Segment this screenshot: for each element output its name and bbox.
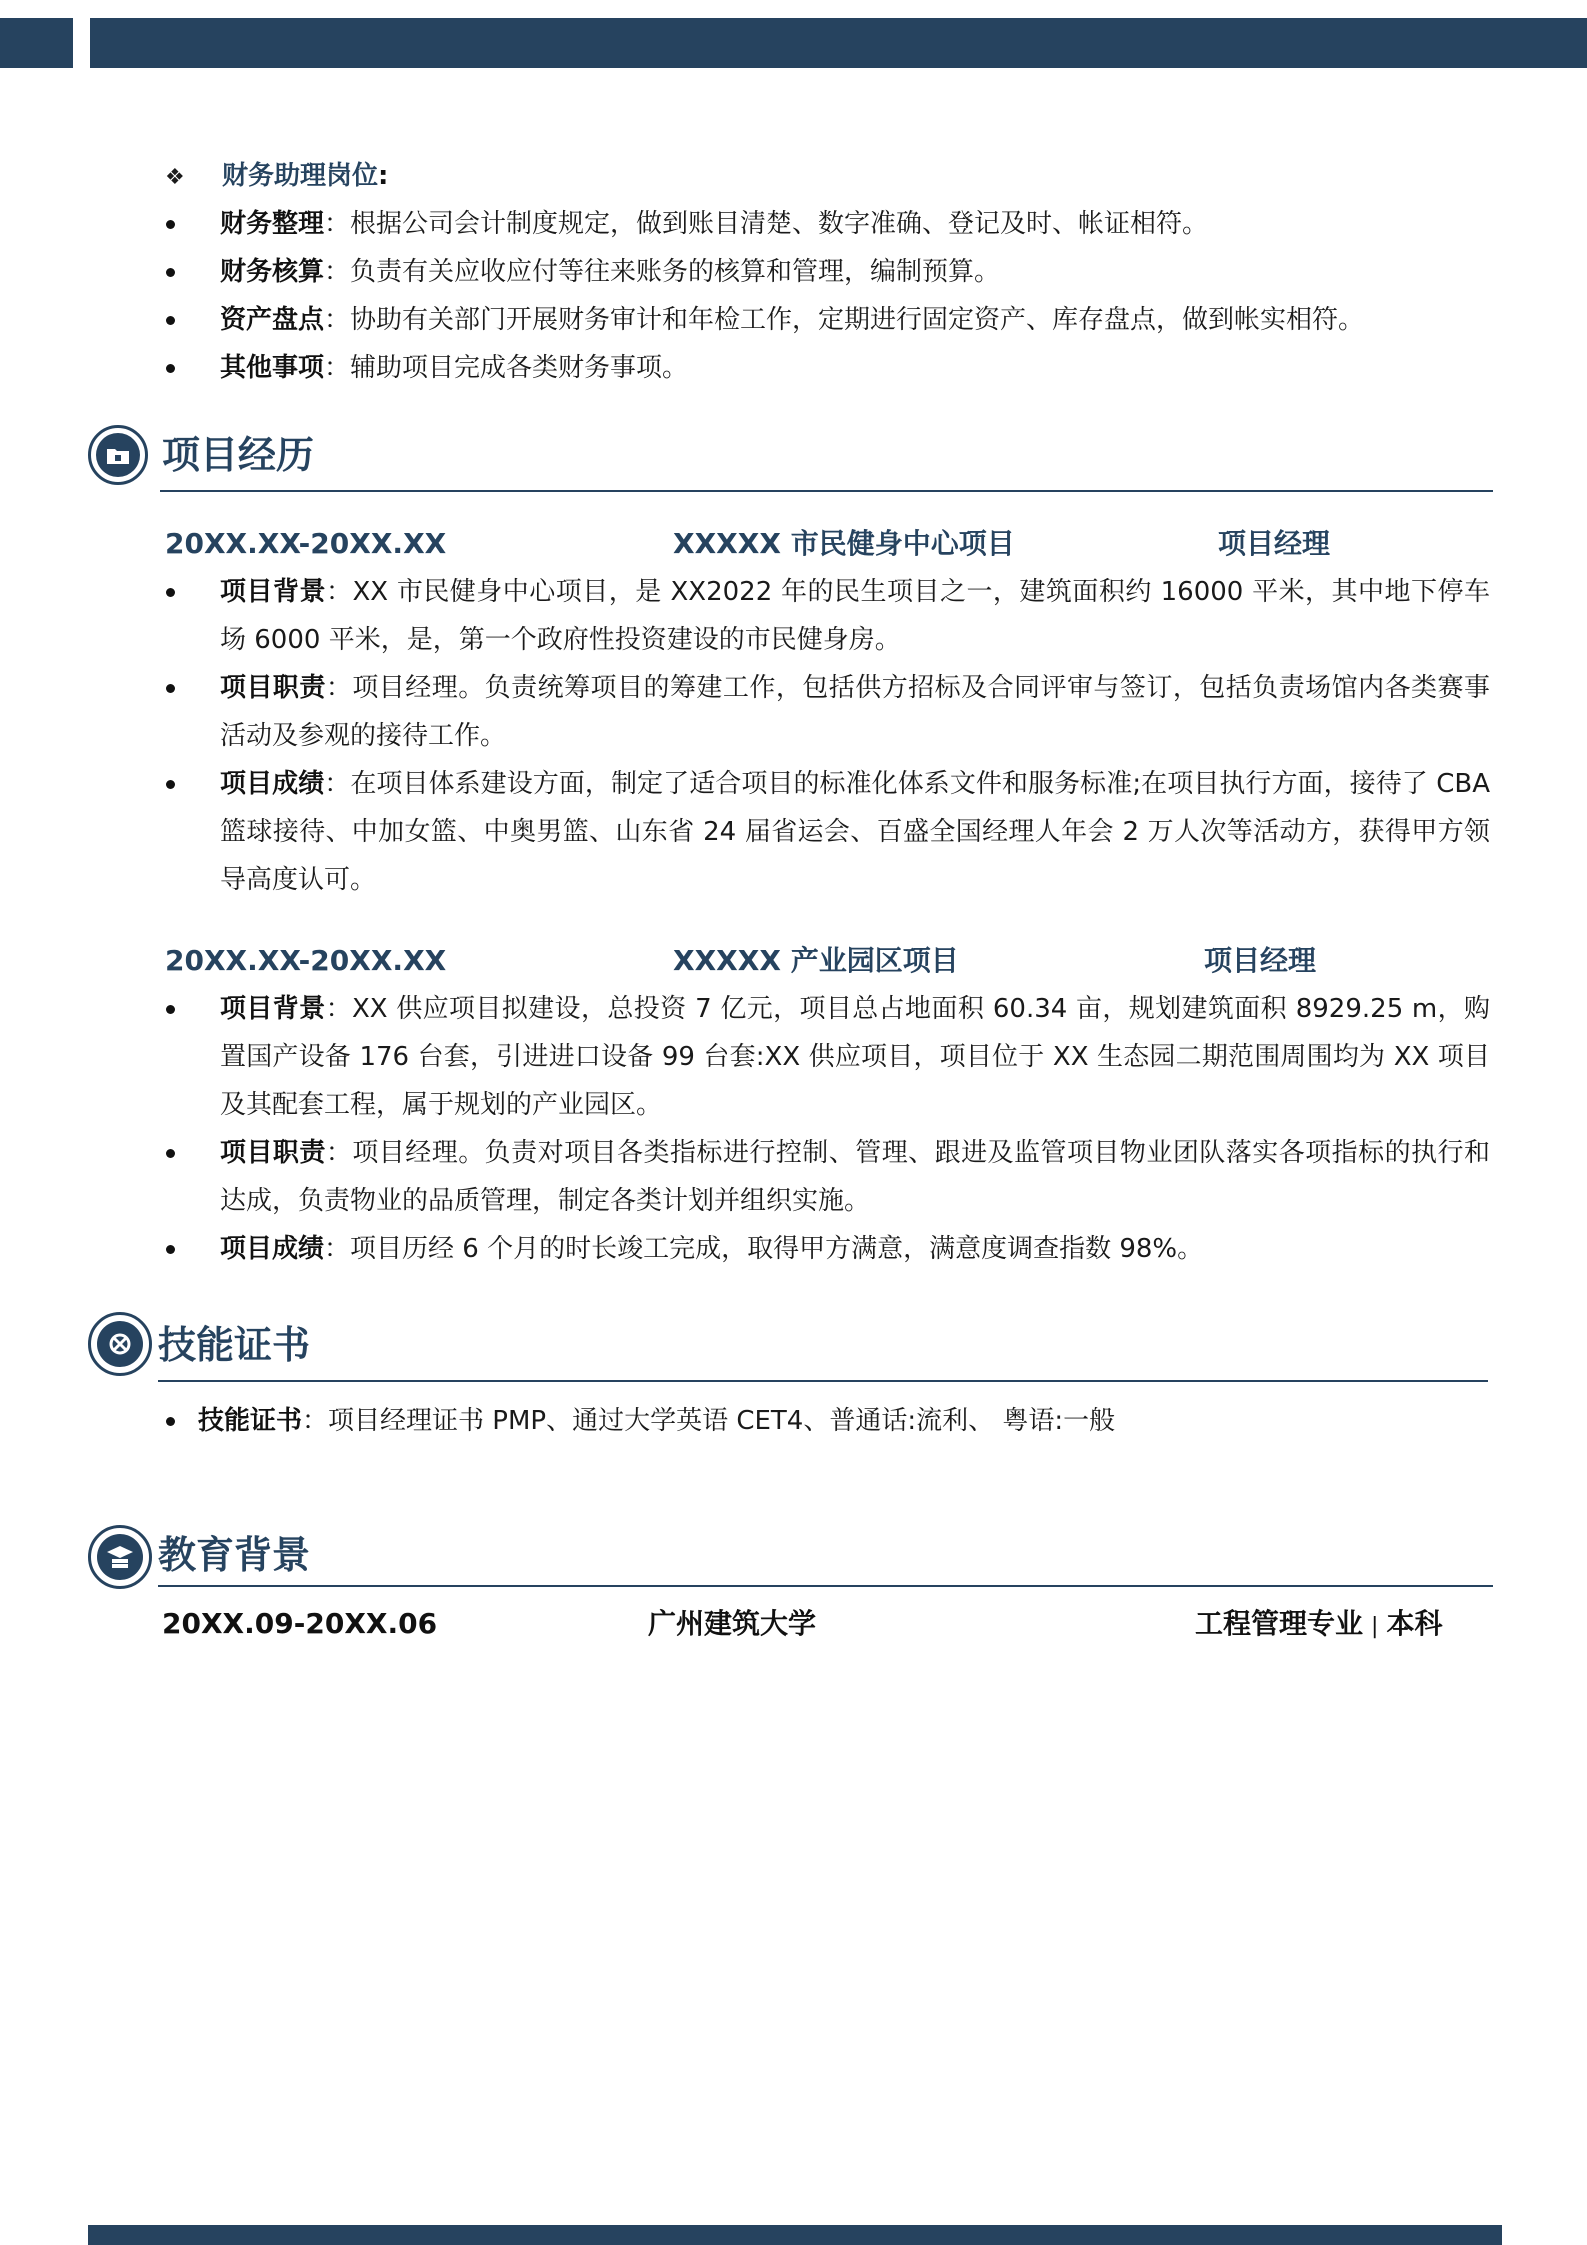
education-major: 工程管理专业	[1195, 1607, 1364, 1640]
bullet-icon	[166, 364, 175, 373]
finance-item-text: ：根据公司会计制度规定，做到账目清楚、数字准确、登记及时、帐证相符。	[324, 209, 1209, 239]
finance-item-text: ：负责有关应收应付等往来账务的核算和管理，编制预算。	[324, 257, 1001, 287]
skills-item	[198, 1397, 1115, 1445]
diamond-bullet-icon: ❖	[165, 165, 185, 190]
education-major-degree	[1195, 1600, 1442, 1651]
skills-text: ：项目经理证书 PMP、通过大学英语 CET4、普通话:流利、 粤语:一般	[302, 1406, 1116, 1436]
project-2-role: 项目经理	[1204, 944, 1317, 977]
skills-label: 技能证书	[198, 1406, 303, 1436]
projects-section-divider	[160, 490, 1493, 492]
project-item-label: 项目成绩	[220, 769, 325, 799]
education-separator: |	[1371, 1614, 1379, 1639]
project-item-label: 项目背景	[220, 994, 326, 1024]
education-school: 广州建筑大学	[648, 1607, 817, 1640]
education-section-title: 教育背景	[158, 1533, 311, 1577]
project-1-duties	[220, 664, 1490, 760]
bullet-icon	[166, 268, 175, 277]
skills-section-divider	[158, 1380, 1488, 1382]
project-1-achievements	[220, 760, 1490, 904]
bullet-icon	[166, 220, 175, 229]
education-section-divider	[158, 1585, 1493, 1587]
project-item-label: 项目成绩	[220, 1234, 325, 1264]
project-item-text: ：项目历经 6 个月的时长竣工完成，取得甲方满意，满意度调查指数 98%。	[324, 1234, 1204, 1264]
bullet-icon	[166, 684, 175, 693]
gear-tools-icon	[88, 1312, 152, 1376]
projects-section-title: 项目经历	[162, 433, 315, 477]
finance-item-3	[220, 296, 1364, 344]
project-1-background	[220, 568, 1490, 664]
finance-heading-colon: :	[378, 161, 389, 191]
project-item-text: ：XX 市民健身中心项目，是 XX2022 年的民生项目之一，建筑面积约 16000 平米，其中地下停车场 6000 平米，是，第一个政府性投资建设的市民健身房。	[220, 577, 1490, 655]
bullet-icon	[166, 780, 175, 789]
project-2-achievements	[220, 1225, 1490, 1273]
top-bar-left-block	[0, 18, 73, 68]
education-period: 20XX.09-20XX.06	[162, 1607, 438, 1640]
project-item-label: 项目职责	[220, 673, 326, 703]
finance-heading-row	[165, 152, 388, 202]
finance-item-label: 财务核算	[220, 257, 325, 287]
project-2-period: 20XX.XX-20XX.XX	[165, 944, 447, 977]
project-1-role: 项目经理	[1218, 527, 1331, 560]
project-item-text: ：XX 供应项目拟建设，总投资 7 亿元，项目总占地面积 60.34 亩，规划建筑面积 8929.25 m，购置国产设备 176 台套，引进进口设备 99 台套:XX 供应项目，项目位于 XX 生态园二期范围周围均为 XX 项目及其配套工程，属于规划的产业园区。	[220, 994, 1490, 1120]
finance-item-4	[220, 344, 688, 392]
top-bar-right-block	[90, 18, 1587, 68]
project-2-background	[220, 985, 1490, 1129]
bullet-icon	[166, 316, 175, 325]
folder-icon	[88, 425, 148, 485]
project-item-text: ：项目经理。负责对项目各类指标进行控制、管理、跟进及监管项目物业团队落实各项指标的执行和达成，负责物业的品质管理，制定各类计划并组织实施。	[220, 1138, 1490, 1216]
finance-item-text: ：协助有关部门开展财务审计和年检工作，定期进行固定资产、库存盘点，做到帐实相符。	[324, 305, 1365, 335]
education-degree: 本科	[1386, 1607, 1443, 1640]
project-1-period: 20XX.XX-20XX.XX	[165, 527, 447, 560]
finance-item-1	[220, 200, 1208, 248]
project-item-text: ：项目经理。负责统筹项目的筹建工作，包括供方招标及合同评审与签订，包括负责场馆内各类赛事活动及参观的接待工作。	[220, 673, 1490, 751]
bullet-icon	[166, 1005, 175, 1014]
finance-item-text: ：辅助项目完成各类财务事项。	[324, 353, 689, 383]
project-2-name: XXXXX 产业园区项目	[673, 944, 959, 977]
finance-item-label: 其他事项	[220, 353, 325, 383]
bottom-bar	[88, 2225, 1502, 2245]
project-1-name: XXXXX 市民健身中心项目	[673, 527, 1015, 560]
finance-heading: 财务助理岗位	[222, 161, 379, 191]
finance-item-label: 财务整理	[220, 209, 325, 239]
bullet-icon	[166, 1417, 175, 1426]
finance-item-2	[220, 248, 1000, 296]
project-item-label: 项目职责	[220, 1138, 326, 1168]
finance-item-label: 资产盘点	[220, 305, 325, 335]
bullet-icon	[166, 588, 175, 597]
project-item-text: ：在项目体系建设方面，制定了适合项目的标准化体系文件和服务标准;在项目执行方面，接待了 CBA 篮球接待、中加女篮、中奥男篮、山东省 24 届省运会、百盛全国经理人年会 2 万人次等活动方，获得甲方领导高度认可。	[220, 769, 1490, 895]
project-item-label: 项目背景	[220, 577, 326, 607]
skills-section-title: 技能证书	[158, 1323, 311, 1367]
bullet-icon	[166, 1149, 175, 1158]
graduation-cap-icon	[88, 1525, 152, 1589]
project-2-duties	[220, 1129, 1490, 1225]
bullet-icon	[166, 1245, 175, 1254]
